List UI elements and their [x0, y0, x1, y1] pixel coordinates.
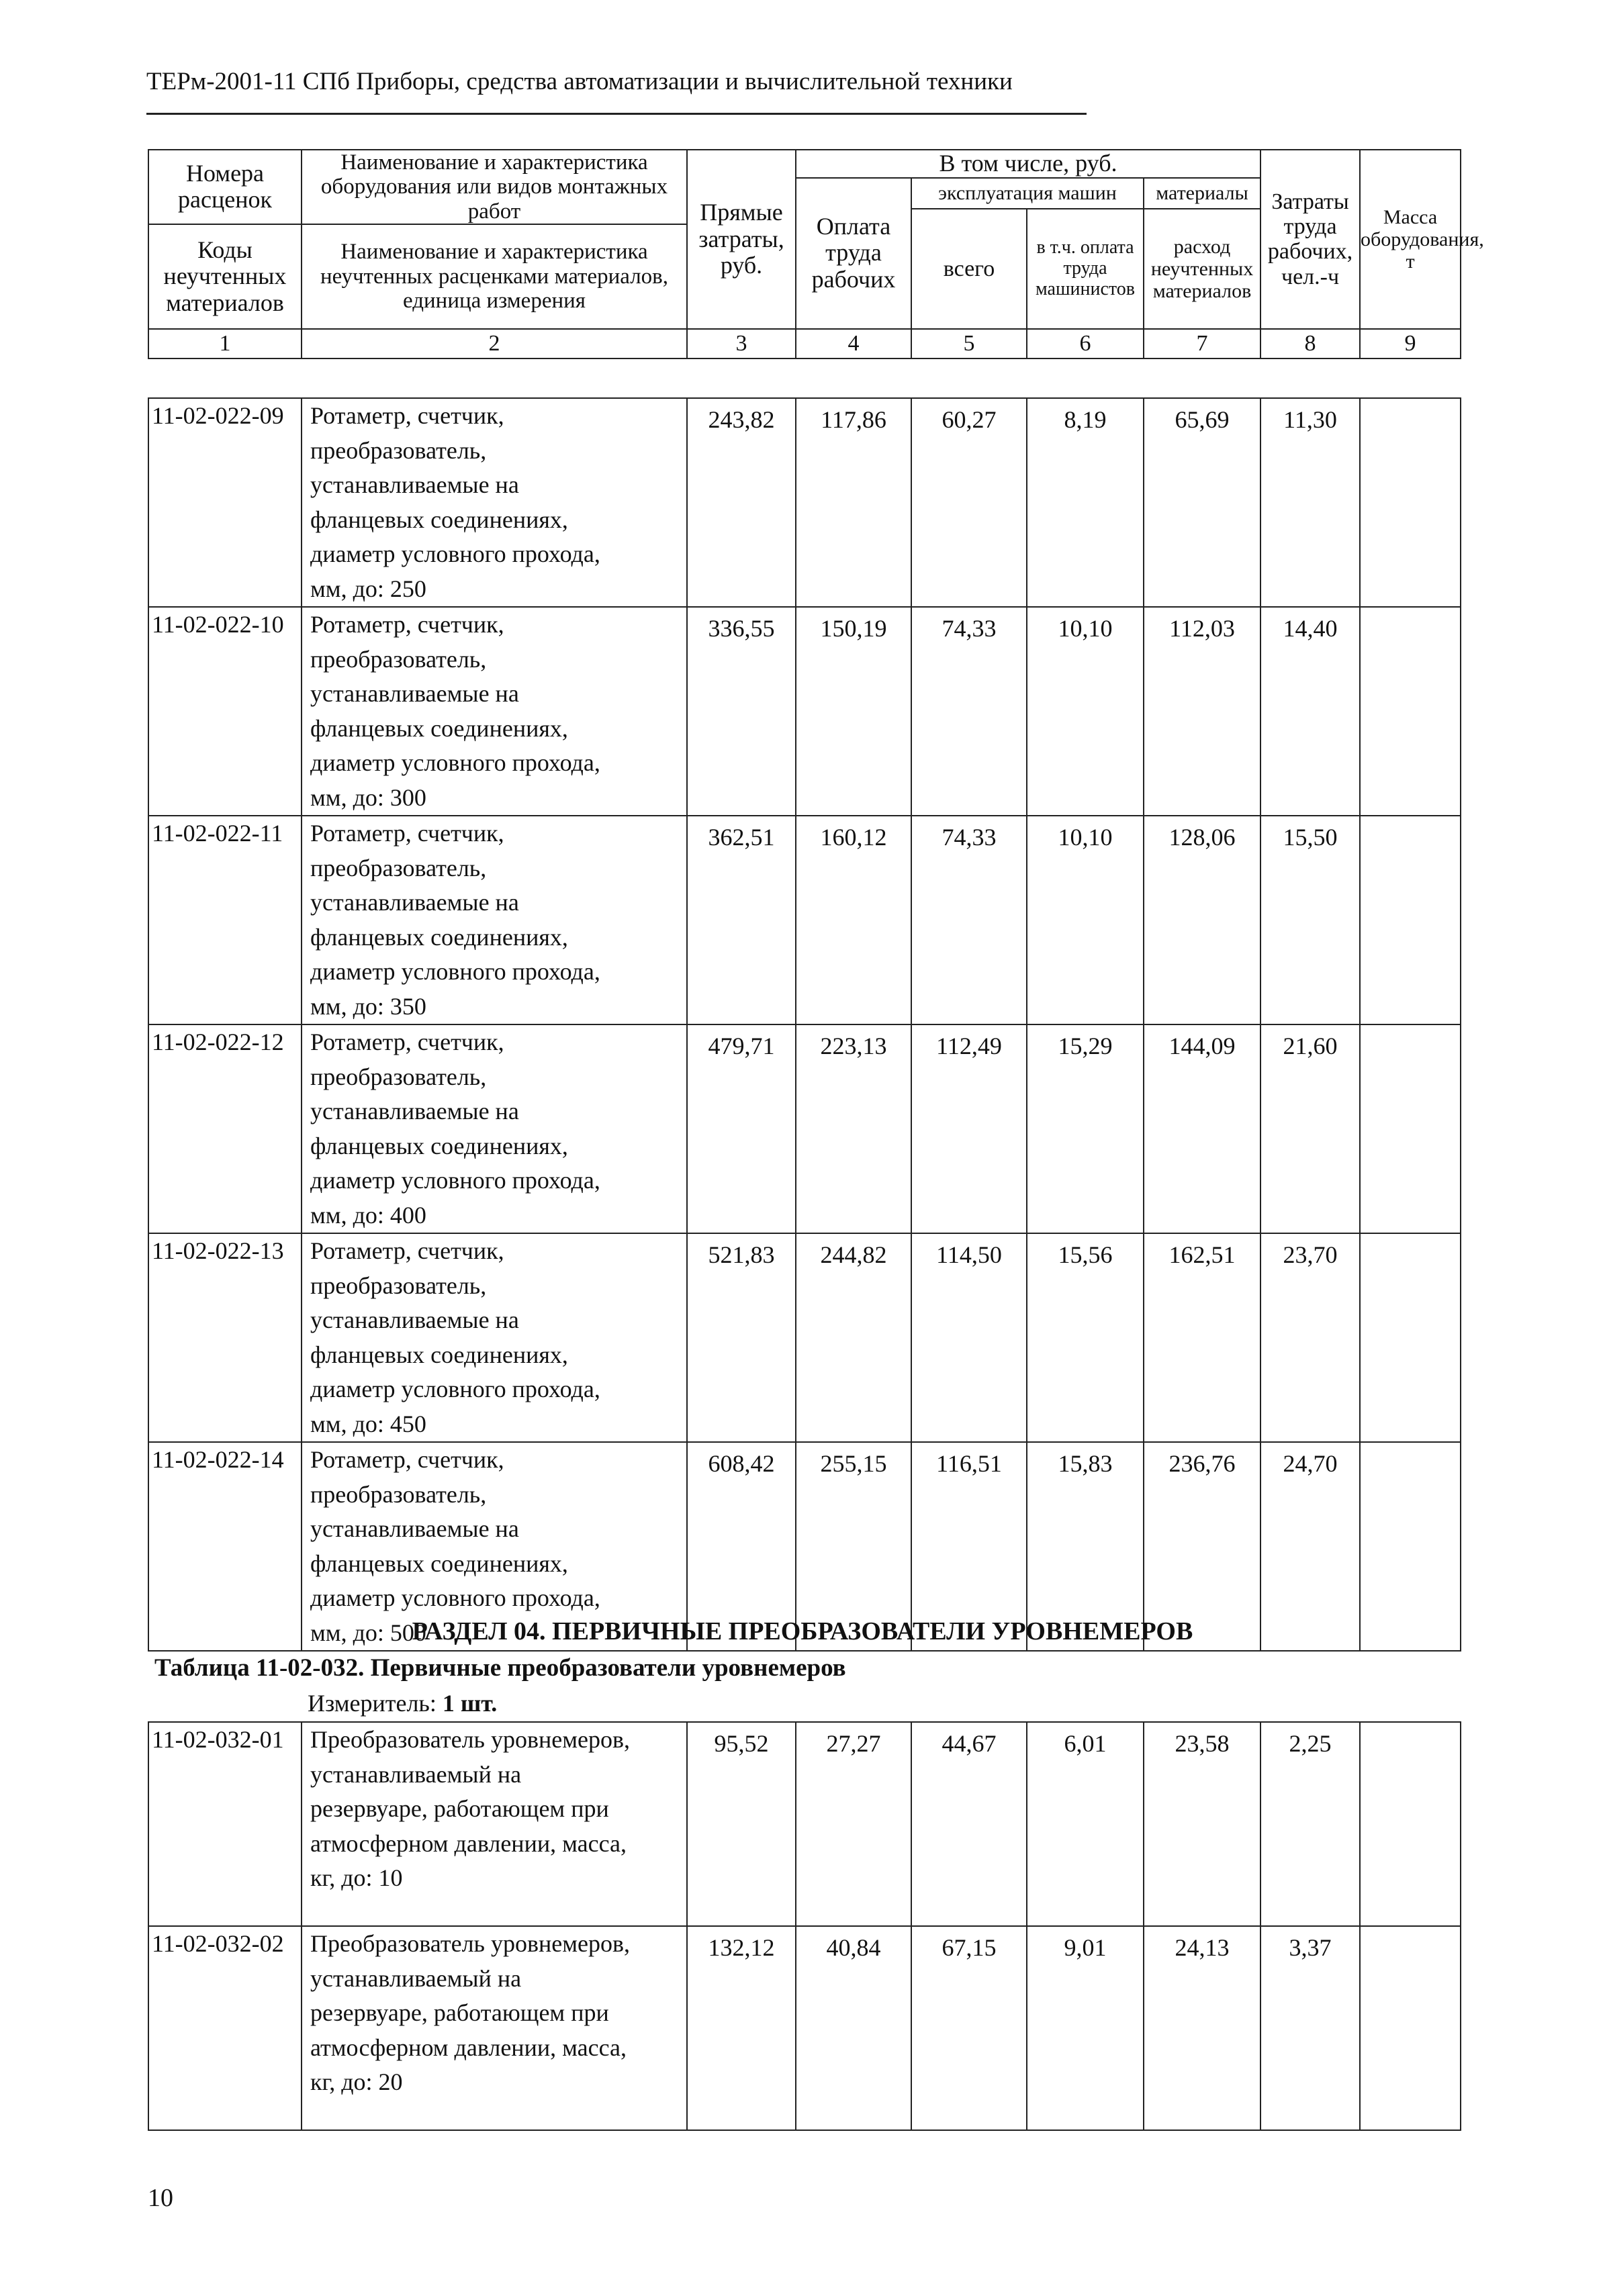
- table-header: [148, 149, 1484, 359]
- equipment-mass: [1360, 607, 1461, 816]
- rate-code: 11-02-022-09: [148, 398, 302, 607]
- labor-hours: 21,60: [1260, 1024, 1360, 1233]
- table-row: [148, 398, 1461, 607]
- labor-pay: 27,27: [796, 1722, 911, 1926]
- direct-costs: 132,12: [687, 1926, 796, 2130]
- header-machine-operation: эксплуатация машин: [911, 178, 1144, 209]
- equipment-mass: [1360, 1024, 1461, 1233]
- rate-code: 11-02-022-11: [148, 816, 302, 1024]
- direct-costs: 243,82: [687, 398, 796, 607]
- labor-hours: 3,37: [1260, 1926, 1360, 2130]
- labor-pay: 160,12: [796, 816, 911, 1024]
- machinist-pay: 9,01: [1027, 1926, 1144, 2130]
- labor-hours: 14,40: [1260, 607, 1360, 816]
- machinist-pay: 10,10: [1027, 816, 1144, 1024]
- column-number: 3: [687, 329, 796, 358]
- column-number: 4: [796, 329, 911, 358]
- measurement-unit-value: 1 шт.: [442, 1690, 498, 1717]
- header-material-name: Наименование и характеристика неучтенных расценками материалов, единица измерения: [302, 224, 687, 329]
- rate-code: 11-02-032-02: [148, 1926, 302, 2130]
- header-unaccounted-materials: расход неучтенных материалов: [1144, 209, 1260, 329]
- direct-costs: 95,52: [687, 1722, 796, 1926]
- column-number: 6: [1027, 329, 1144, 358]
- machines-total: 114,50: [911, 1233, 1027, 1442]
- table-row: [148, 1722, 1461, 1926]
- table-row: [148, 1024, 1461, 1233]
- materials-cost: 24,13: [1144, 1926, 1260, 2130]
- header-material-codes: Коды неучтенных материалов: [148, 224, 302, 329]
- materials-cost: 112,03: [1144, 607, 1260, 816]
- machinist-pay: 15,56: [1027, 1233, 1144, 1442]
- column-number: 2: [302, 329, 687, 358]
- labor-pay: 244,82: [796, 1233, 911, 1442]
- rate-name: Ротаметр, счетчик, преобразователь, устанавливаемые на фланцевых соединениях, диаметр условного прохода, мм, до: 250: [302, 398, 687, 607]
- header-in-total: В том числе, руб.: [796, 150, 1260, 178]
- labor-hours: 15,50: [1260, 816, 1360, 1024]
- header-labor-pay: Оплата труда рабочих: [796, 178, 911, 329]
- equipment-mass: [1360, 1722, 1461, 1926]
- machinist-pay: 15,83: [1027, 1442, 1144, 1651]
- section-title: РАЗДЕЛ 04. ПЕРВИЧНЫЕ ПРЕОБРАЗОВАТЕЛИ УРОВНЕМЕРОВ: [412, 1617, 1193, 1645]
- measurement-unit: [308, 1689, 497, 1717]
- column-number: 7: [1144, 329, 1260, 358]
- labor-hours: 2,25: [1260, 1722, 1360, 1926]
- table-row: [148, 816, 1461, 1024]
- rate-code: 11-02-022-14: [148, 1442, 302, 1651]
- equipment-mass: [1360, 816, 1461, 1024]
- page-number: 10: [148, 2184, 173, 2212]
- labor-pay: 255,15: [796, 1442, 911, 1651]
- equipment-mass: [1360, 1926, 1461, 2130]
- rate-code: 11-02-022-10: [148, 607, 302, 816]
- rate-name: Ротаметр, счетчик, преобразователь, устанавливаемые на фланцевых соединениях, диаметр условного прохода, мм, до: 400: [302, 1024, 687, 1233]
- table-row: [148, 607, 1461, 816]
- header-materials: материалы: [1144, 178, 1260, 209]
- materials-cost: 144,09: [1144, 1024, 1260, 1233]
- machines-total: 112,49: [911, 1024, 1027, 1233]
- page-header: ТЕРм-2001-11 СПб Приборы, средства автоматизации и вычислительной техники: [146, 68, 1013, 95]
- labor-hours: 24,70: [1260, 1442, 1360, 1651]
- column-number: 5: [911, 329, 1027, 358]
- rate-name: Преобразователь уровнемеров, устанавливаемый на резервуаре, работающем при атмосферном давлении, масса, кг, до: 10: [302, 1722, 687, 1926]
- labor-pay: 150,19: [796, 607, 911, 816]
- header-direct-costs: Прямые затраты, руб.: [687, 150, 796, 329]
- rate-name: Ротаметр, счетчик, преобразователь, устанавливаемые на фланцевых соединениях, диаметр условного прохода, мм, до: 500: [302, 1442, 687, 1651]
- rate-code: 11-02-022-13: [148, 1233, 302, 1442]
- header-machinist-pay: в т.ч. оплата труда машинистов: [1027, 209, 1144, 329]
- machinist-pay: 15,29: [1027, 1024, 1144, 1233]
- materials-cost: 23,58: [1144, 1722, 1260, 1926]
- rate-name: Ротаметр, счетчик, преобразователь, устанавливаемые на фланцевых соединениях, диаметр условного прохода, мм, до: 450: [302, 1233, 687, 1442]
- machines-total: 67,15: [911, 1926, 1027, 2130]
- labor-hours: 11,30: [1260, 398, 1360, 607]
- rate-code: 11-02-032-01: [148, 1722, 302, 1926]
- header-equipment-name: Наименование и характеристика оборудования или видов монтажных работ: [302, 150, 687, 224]
- header-rate-numbers: Номера расценок: [148, 150, 302, 224]
- materials-cost: 128,06: [1144, 816, 1260, 1024]
- rate-name: Преобразователь уровнемеров, устанавливаемый на резервуаре, работающем при атмосферном давлении, масса, кг, до: 20: [302, 1926, 687, 2130]
- level-gauge-table: [148, 1721, 1461, 2131]
- materials-cost: 162,51: [1144, 1233, 1260, 1442]
- direct-costs: 479,71: [687, 1024, 796, 1233]
- direct-costs: 521,83: [687, 1233, 796, 1442]
- materials-cost: 65,69: [1144, 398, 1260, 607]
- rate-code: 11-02-022-12: [148, 1024, 302, 1233]
- measurement-unit-label: Измеритель:: [308, 1690, 437, 1717]
- direct-costs: 336,55: [687, 607, 796, 816]
- labor-pay: 223,13: [796, 1024, 911, 1233]
- machines-total: 74,33: [911, 607, 1027, 816]
- machinist-pay: 10,10: [1027, 607, 1144, 816]
- table-row: [148, 1926, 1461, 2130]
- machines-total: 116,51: [911, 1442, 1027, 1651]
- machines-total: 60,27: [911, 398, 1027, 607]
- labor-hours: 23,70: [1260, 1233, 1360, 1442]
- header-machines-total: всего: [911, 209, 1027, 329]
- rotameter-table: [148, 397, 1461, 1652]
- column-number: 8: [1260, 329, 1360, 358]
- machinist-pay: 6,01: [1027, 1722, 1144, 1926]
- labor-pay: 40,84: [796, 1926, 911, 2130]
- machines-total: 74,33: [911, 816, 1027, 1024]
- header-rule: [146, 113, 1087, 115]
- equipment-mass: [1360, 1233, 1461, 1442]
- equipment-mass: [1360, 398, 1461, 607]
- machines-total: 44,67: [911, 1722, 1027, 1926]
- direct-costs: 608,42: [687, 1442, 796, 1651]
- machinist-pay: 8,19: [1027, 398, 1144, 607]
- table-row: [148, 1233, 1461, 1442]
- header-equipment-mass: Масса оборудования, т: [1360, 150, 1461, 329]
- column-number: 9: [1360, 329, 1461, 358]
- materials-cost: 236,76: [1144, 1442, 1260, 1651]
- rate-name: Ротаметр, счетчик, преобразователь, устанавливаемые на фланцевых соединениях, диаметр условного прохода, мм, до: 300: [302, 607, 687, 816]
- direct-costs: 362,51: [687, 816, 796, 1024]
- column-number: 1: [148, 329, 302, 358]
- table-title: Таблица 11-02-032. Первичные преобразователи уровнемеров: [154, 1654, 846, 1682]
- rate-name: Ротаметр, счетчик, преобразователь, устанавливаемые на фланцевых соединениях, диаметр условного прохода, мм, до: 350: [302, 816, 687, 1024]
- labor-pay: 117,86: [796, 398, 911, 607]
- header-labor-hours: Затраты труда рабочих, чел.-ч: [1260, 150, 1360, 329]
